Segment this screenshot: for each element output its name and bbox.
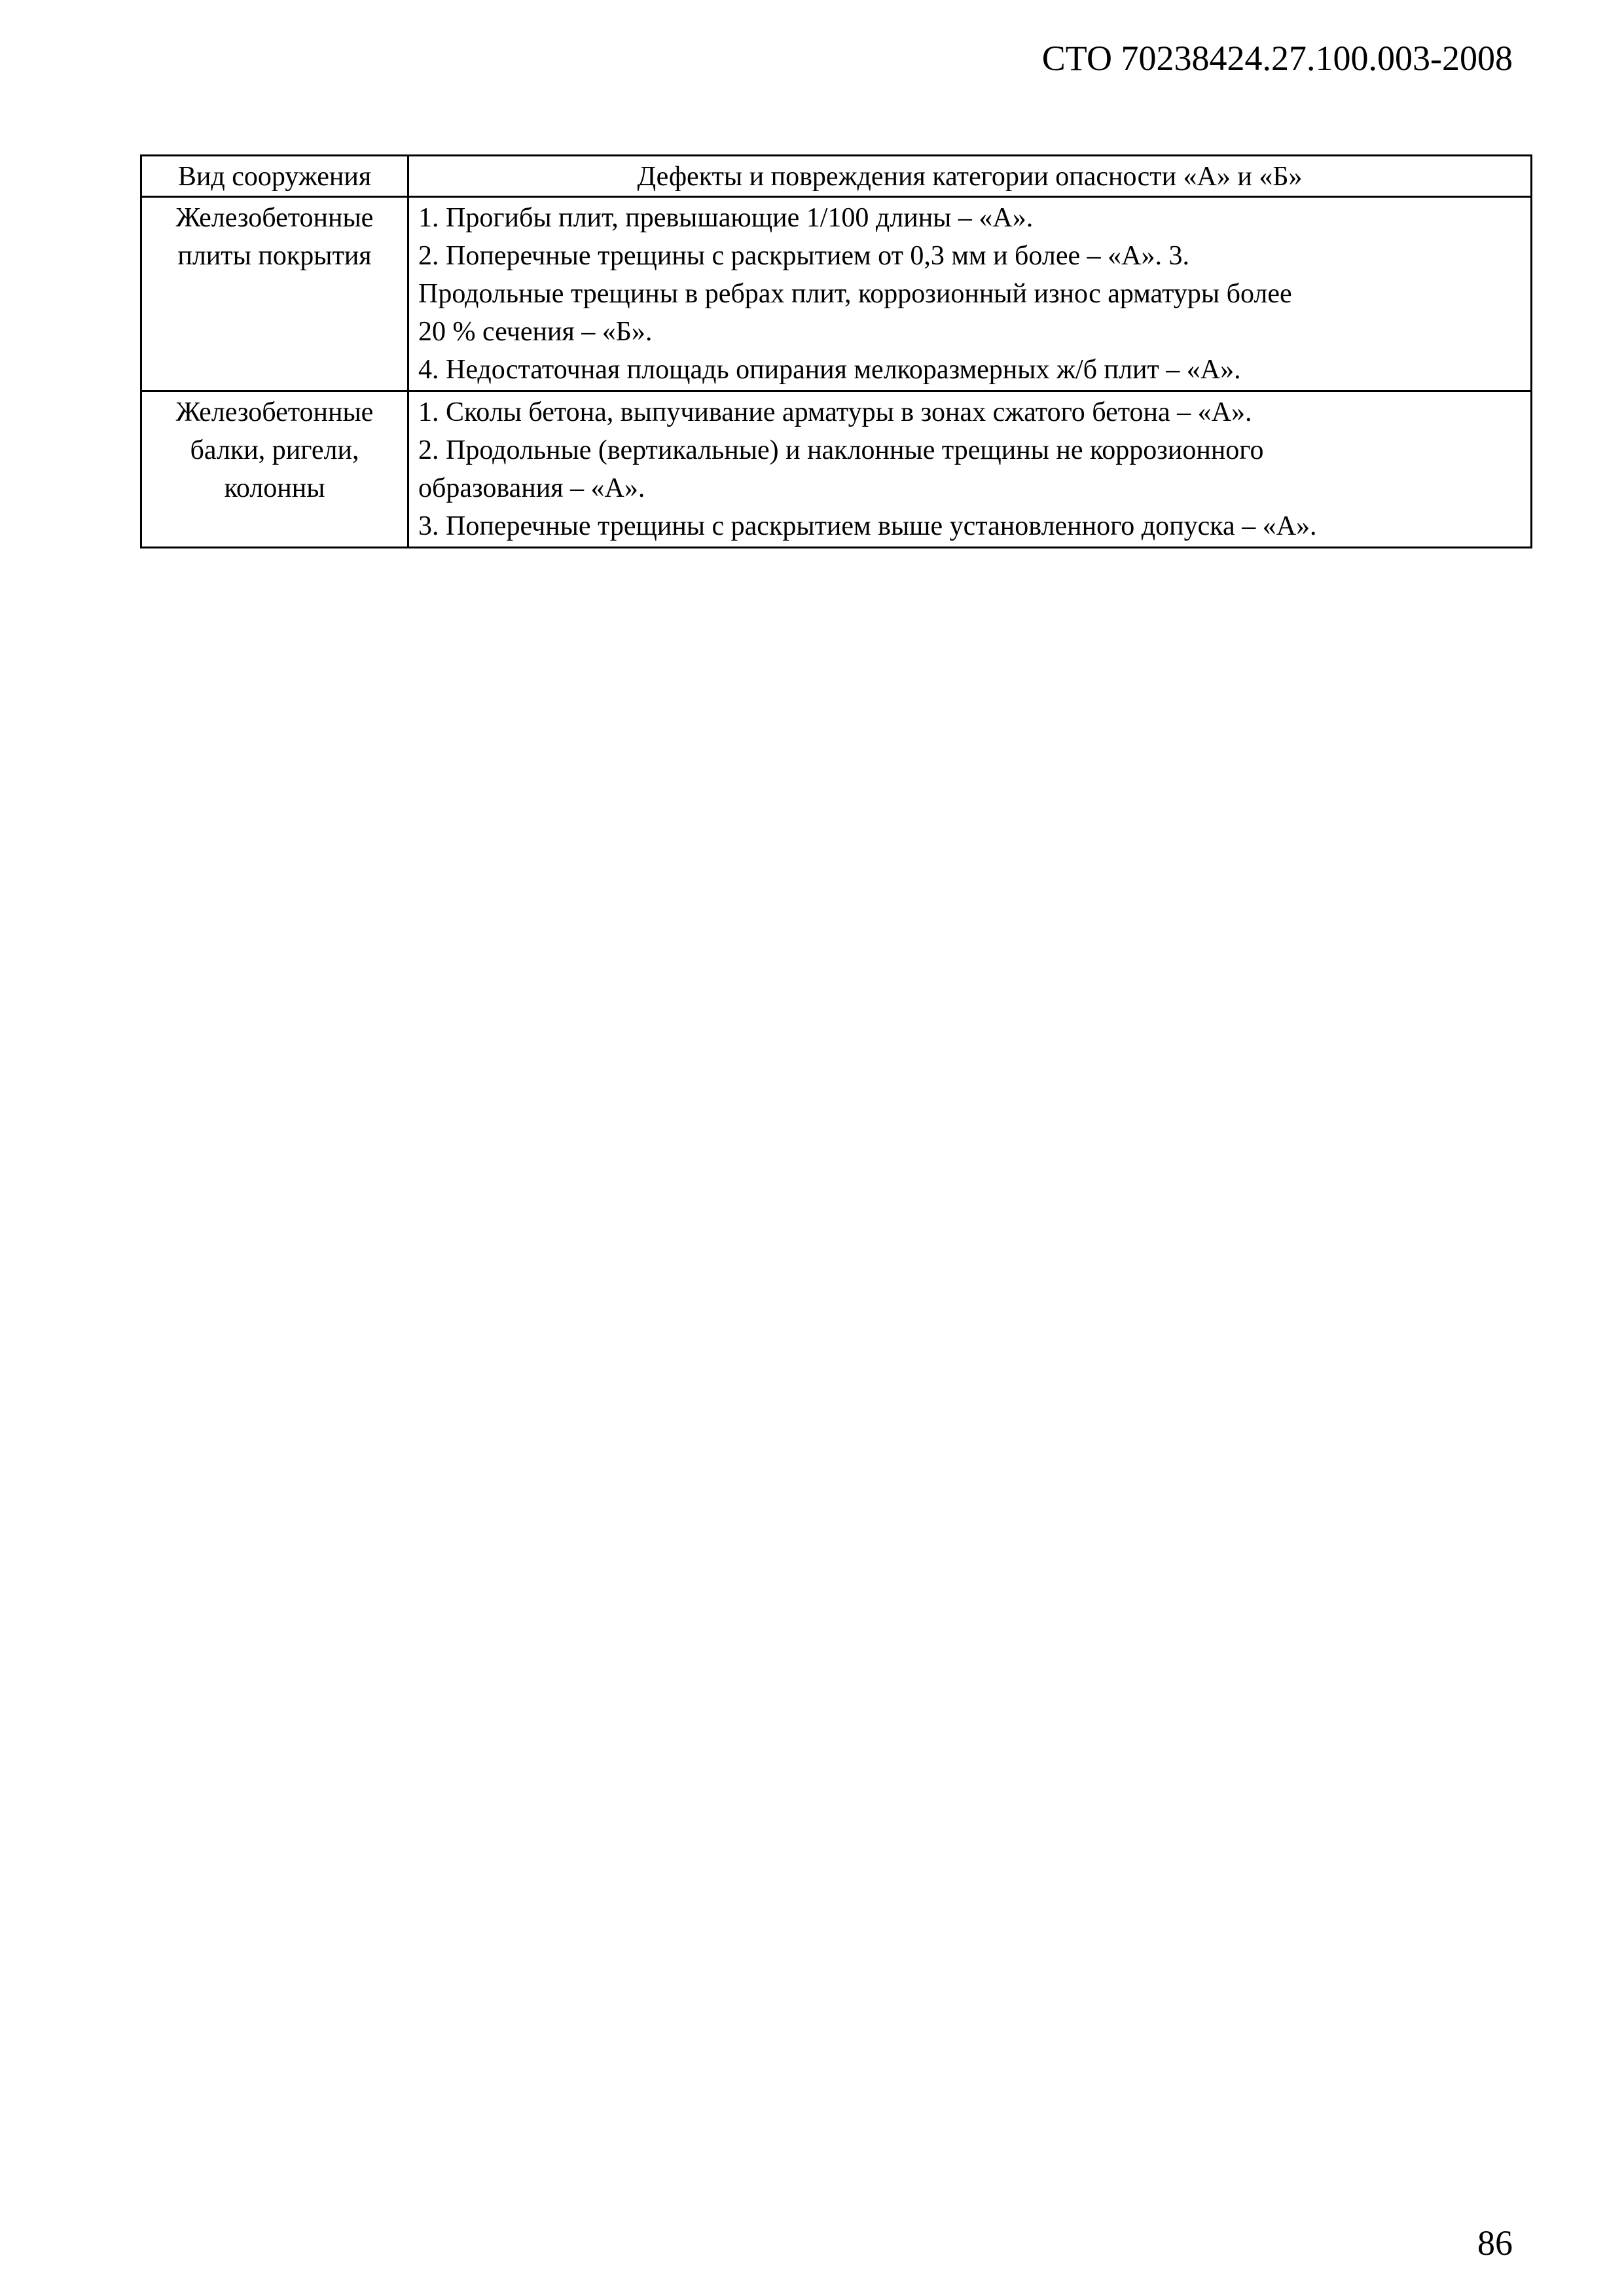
defect-line: образования – «А». <box>418 473 645 503</box>
document-code: СТО 70238424.27.100.003-2008 <box>1041 39 1513 78</box>
defects-cell <box>408 391 1532 548</box>
structure-type-cell <box>141 391 408 548</box>
defect-line: 20 % сечения – «Б». <box>418 317 653 347</box>
defect-line: Продольные трещины в ребрах плит, коррозионный износ арматуры более <box>418 279 1292 309</box>
table-row <box>141 391 1532 548</box>
structure-type-line: балки, ригели, <box>190 435 359 465</box>
defect-line: 2. Продольные (вертикальные) и наклонные трещины не коррозионного <box>418 435 1264 465</box>
structure-type-line: Железобетонные <box>175 203 374 233</box>
defect-line: 2. Поперечные трещины с раскрытием от 0,3 мм и более – «А». 3. <box>418 241 1189 271</box>
defects-cell <box>408 197 1532 391</box>
structure-type-line: колонны <box>224 473 325 503</box>
page-number: 86 <box>1477 2223 1513 2263</box>
defect-line: 1. Сколы бетона, выпучивание арматуры в зонах сжатого бетона – «А». <box>418 397 1252 427</box>
structure-type-line: Железобетонные <box>175 397 374 427</box>
defect-line: 1. Прогибы плит, превышающие 1/100 длины – «А». <box>418 203 1034 233</box>
defect-line: 3. Поперечные трещины с раскрытием выше установленного допуска – «А». <box>418 511 1317 541</box>
defect-line: 4. Недостаточная площадь опирания мелкоразмерных ж/б плит – «А». <box>418 355 1241 385</box>
column-header-defects: Дефекты и повреждения категории опасности «А» и «Б» <box>408 156 1532 197</box>
table-header-row <box>141 156 1532 197</box>
structure-type-line: плиты покрытия <box>177 241 372 271</box>
table-row <box>141 197 1532 391</box>
defects-table <box>140 154 1532 548</box>
structure-type-cell <box>141 197 408 391</box>
column-header-structure-type: Вид сооружения <box>141 156 408 197</box>
